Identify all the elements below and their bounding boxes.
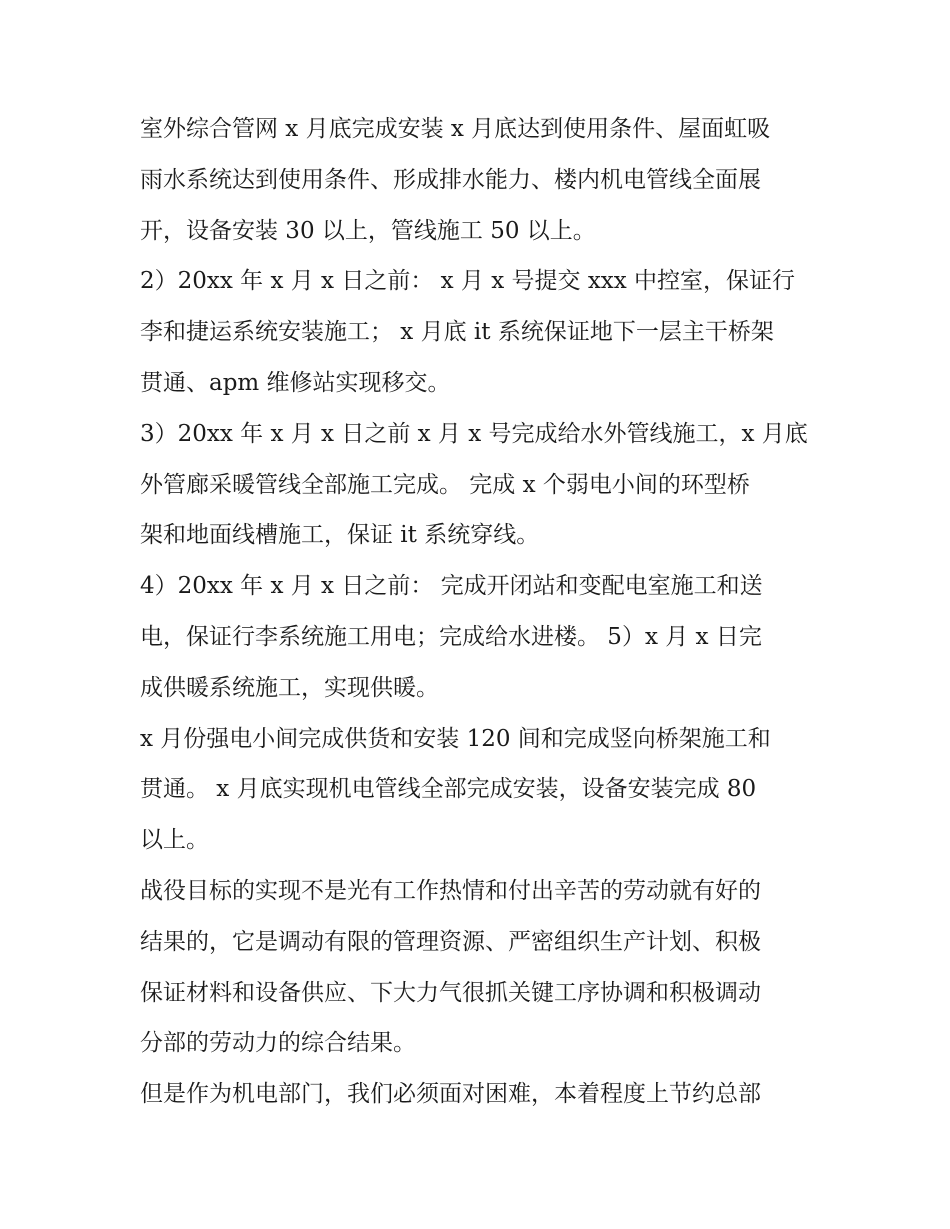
text-line: 战役目标的实现不是光有工作热情和付出辛苦的劳动就有好的 [140,877,761,904]
text-line: 4）20xx 年 x 月 x 日之前： 完成开闭站和变配电室施工和送 [140,573,763,600]
text-line: 结果的，它是调动有限的管理资源、严密组织生产计划、积极 [140,928,761,955]
text-line: 以上。 [140,827,209,854]
text-line: 开，设备安装 30 以上，管线施工 50 以上。 [140,217,596,244]
text-line: 贯通。 x 月底实现机电管线全部完成安装，设备安装完成 80 [140,776,757,803]
text-line: 李和捷运系统安装施工； x 月底 it 系统保证地下一层主干桥架 [140,319,774,346]
text-line: 架和地面线槽施工，保证 it 系统穿线。 [140,522,540,549]
text-line: 保证材料和设备供应、下大力气很抓关键工序协调和积极调动 [140,979,761,1006]
text-line: 但是作为机电部门，我们必须面对困难，本着程度上节约总部 [140,1081,761,1108]
text-line: 2）20xx 年 x 月 x 日之前： x 月 x 号提交 xxx 中控室，保证行 [140,268,796,295]
text-line: 3）20xx 年 x 月 x 日之前 x 月 x 号完成给水外管线施工，x 月底 [140,420,808,447]
text-line: 电，保证行李系统施工用电；完成给水进楼。 5）x 月 x 日完 [140,623,762,650]
body-text [140,104,830,1120]
text-line: 贯通、apm 维修站实现移交。 [140,369,451,396]
text-line: 成供暖系统施工，实现供暖。 [140,674,439,701]
text-line: 分部的劳动力的综合结果。 [140,1030,416,1057]
text-line: 室外综合管网 x 月底完成安装 x 月底达到使用条件、屋面虹吸 [140,116,771,142]
text-line: 外管廊采暖管线全部施工完成。 完成 x 个弱电小间的环型桥 [140,471,750,498]
text-line: x 月份强电小间完成供货和安装 120 间和完成竖向桥架施工和 [140,725,771,752]
text-line: 雨水系统达到使用条件、形成排水能力、楼内机电管线全面展 [140,166,761,193]
